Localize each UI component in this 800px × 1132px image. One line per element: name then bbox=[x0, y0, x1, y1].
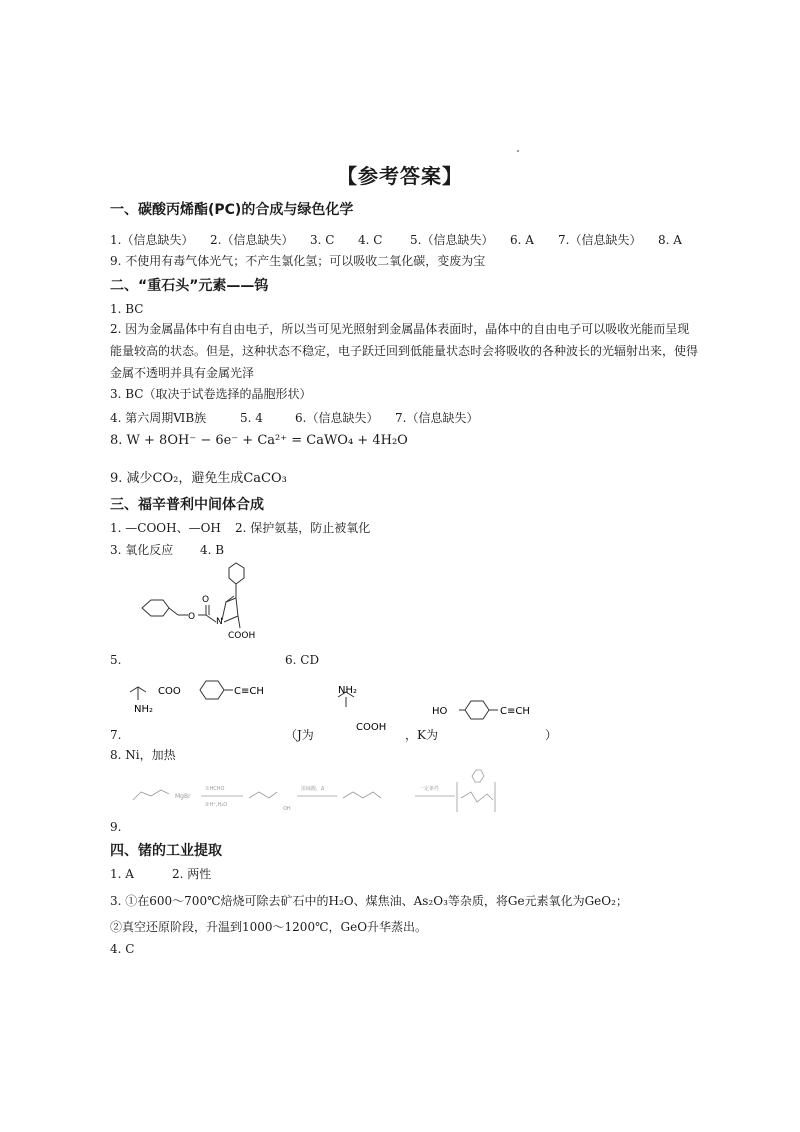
s3-answers-5-6 bbox=[110, 653, 319, 667]
s3-q9-oh: OH bbox=[283, 806, 291, 812]
s3-q9-route bbox=[125, 762, 605, 822]
s3-q7-ho: HO bbox=[432, 706, 448, 717]
s3-answer-5: 5. bbox=[110, 653, 122, 667]
scan-speck bbox=[517, 150, 519, 152]
s3-answer-4: 4. B bbox=[200, 543, 225, 557]
page-title: 【参考答案】 bbox=[337, 164, 463, 188]
s3-q7-cooh: COOH bbox=[356, 722, 387, 732]
s3-answer-2: 2. 保护氨基，防止被氧化 bbox=[235, 521, 371, 535]
s4-answer-4: 4. C bbox=[110, 942, 135, 956]
s4-answer-1: 1. A bbox=[110, 867, 134, 881]
s3-q7-coo: COO bbox=[158, 686, 181, 697]
s4-answer-2: 2. 两性 bbox=[172, 867, 212, 881]
section-2-heading: 二、“重石头”元素——钨 bbox=[110, 278, 269, 294]
s3-q5-carbonyl-o: O bbox=[202, 595, 210, 605]
s3-answer-9: 9. bbox=[110, 820, 122, 834]
s3-q7-alkyne-2: C≡CH bbox=[500, 706, 530, 717]
s2-answer-5: 5. 4 bbox=[240, 411, 263, 425]
s1-answer-5: 5.（信息缺失） bbox=[410, 233, 494, 247]
s4-answer-3: 3. ①在600～700℃焙烧可除去矿石中的H₂O、煤焦油、As₂O₃等杂质，将Ge元素氧化为GeO₂； bbox=[110, 894, 628, 908]
s2-answer-7: 7.（信息缺失） bbox=[395, 411, 479, 425]
s3-answers-3-4 bbox=[110, 541, 224, 558]
s3-q7-nh2-1: NH₂ bbox=[134, 704, 154, 715]
s1-answers-row bbox=[110, 231, 682, 248]
s3-answer-7-j: （J为 bbox=[285, 728, 314, 742]
s3-answer-7-k: ，K为 bbox=[405, 728, 438, 742]
s3-q7-nh2-2: NH₂ bbox=[338, 685, 358, 696]
s3-q7-structures bbox=[120, 672, 570, 732]
s1-answer-8: 8. A bbox=[658, 233, 682, 247]
s3-answer-7-end: ） bbox=[545, 728, 558, 742]
s1-answer-9: 9. 不使用有毒气体光气；不产生氯化氢；可以吸收二氧化碳，变废为宝 bbox=[110, 254, 486, 268]
s3-q9-mgbr: MgBr bbox=[175, 793, 191, 800]
s3-answers-1-2 bbox=[110, 519, 370, 536]
s1-answer-7: 7.（信息缺失） bbox=[558, 233, 642, 247]
s3-q9-cond1: 浓硫酸，Δ bbox=[301, 786, 325, 792]
s3-answer-3: 3. 氧化反应 bbox=[110, 543, 174, 557]
s3-q5-cooh: COOH bbox=[228, 631, 256, 641]
s3-answer-1: 1. —COOH、—OH bbox=[110, 521, 221, 535]
s2-answer-8: 8. W + 8OH⁻ − 6e⁻ + Ca²⁺ = CaWO₄ + 4H₂O bbox=[110, 433, 408, 448]
s2-answer-2: 2. 因为金属晶体中有自由电子，所以当可见光照射到金属晶体表面时，晶体中的自由电子可以吸收光能而呈现能量较高的状态。但是，这种状态不稳定，电子跃迁回到低能量状态时会将吸收的各种波长的光辐射出来，使得金属不透明并具有金属光泽 bbox=[110, 322, 699, 380]
s2-answer-1: 1. BC bbox=[110, 302, 144, 316]
s2-answer-9: 9. 减少CO₂，避免生成CaCO₃ bbox=[110, 471, 287, 486]
s2-answer-6: 6.（信息缺失） bbox=[295, 411, 379, 425]
s3-answer-7: 7. bbox=[110, 728, 122, 742]
section-1-heading: 一、碳酸丙烯酯(PC)的合成与绿色化学 bbox=[110, 202, 354, 218]
s3-answer-7-row bbox=[110, 726, 557, 743]
s4-answers-1-2 bbox=[110, 865, 211, 882]
s3-q9-hcho: ①HCHO bbox=[205, 786, 225, 792]
s3-q9-h3o: ②H⁺,H₂O bbox=[205, 802, 228, 808]
s1-answer-2: 2.（信息缺失） bbox=[210, 233, 294, 247]
s3-q9-cond2: 一定条件 bbox=[419, 786, 440, 792]
s2-answers-4-7 bbox=[110, 409, 478, 426]
s1-answer-3: 3. C bbox=[310, 233, 335, 247]
s3-q7-alkyne-1: C≡CH bbox=[234, 686, 264, 697]
s4-answer-3b: ②真空还原阶段，升温到1000～1200℃，GeO升华蒸出。 bbox=[110, 920, 428, 934]
section-4-heading: 四、锗的工业提取 bbox=[110, 843, 222, 859]
s1-answer-1: 1.（信息缺失） bbox=[110, 233, 194, 247]
s2-answer-4: 4. 第六周期ⅥB族 bbox=[110, 411, 207, 425]
s3-q5-n-atom: N bbox=[216, 617, 223, 627]
s3-answer-8: 8. Ni，加热 bbox=[110, 748, 176, 762]
s3-q5-structure bbox=[120, 560, 270, 660]
s3-q5-o-atom: O bbox=[188, 612, 196, 622]
s1-answer-4: 4. C bbox=[358, 233, 383, 247]
s1-answer-6: 6. A bbox=[510, 233, 534, 247]
s2-answer-3: 3. BC（取决于试卷选择的晶胞形状） bbox=[110, 387, 312, 401]
s3-answer-6: 6. CD bbox=[285, 653, 320, 667]
section-3-heading: 三、福辛普利中间体合成 bbox=[110, 497, 264, 513]
